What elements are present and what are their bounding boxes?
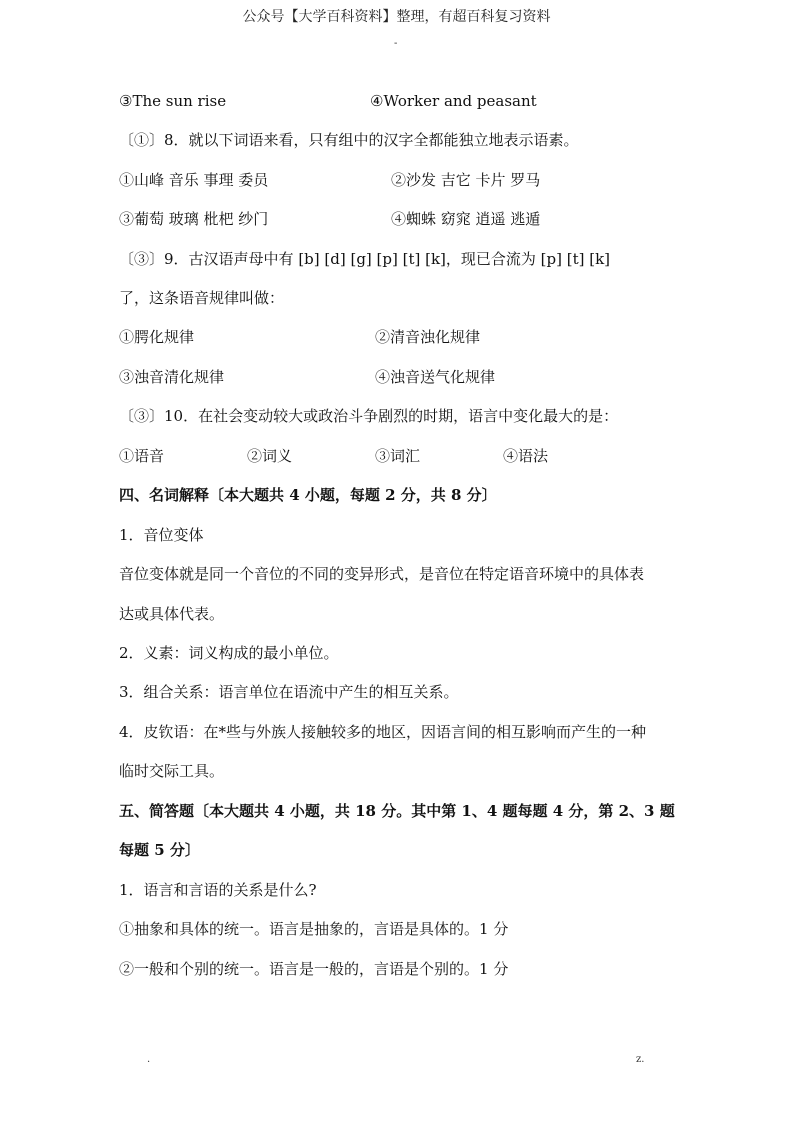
q9-option-3: ③浊音清化规律	[119, 368, 225, 386]
q8-option-3: ③葡萄 玻璃 枇杷 纱门	[119, 210, 269, 228]
q9-option-1: ①腭化规律	[119, 328, 195, 346]
section5-title-line2: 每题 5 分〕	[119, 841, 200, 859]
section4-title: 四、名词解释〔本大题共 4 小题，每题 2 分，共 8 分〕	[119, 486, 497, 504]
q9-stem-line2: 了，这条语音规律叫做：	[119, 289, 285, 307]
header-dash: -	[394, 38, 398, 49]
term1-title: 1．音位变体	[119, 526, 204, 544]
term3: 3．组合关系：语言单位在语流中产生的相互关系。	[119, 683, 459, 701]
section5-title-line1: 五、简答题〔本大题共 4 小题，共 18 分。其中第 1、4 题每题 4 分，第 2、3 题	[119, 802, 675, 820]
footer-left-dot: .	[147, 1054, 151, 1065]
q10-option-3: ③词汇	[375, 447, 421, 465]
term1-def-line1: 音位变体就是同一个音位的不同的变异形式，是音位在特定语音环境中的具体表	[119, 565, 645, 583]
q9-stem-line1: 〔③〕9．古汉语声母中有 [b] [d] [g] [p] [t] [k]，现已合流为 [p] [t] [k]	[119, 250, 611, 268]
q10-option-1: ①语音	[119, 447, 165, 465]
q9-option-2: ②清音浊化规律	[375, 328, 481, 346]
term2: 2．义素：词义构成的最小单位。	[119, 644, 339, 662]
page-header: 公众号【大学百科资料】整理，有超百科复习资料	[242, 9, 551, 25]
q8-option-2: ②沙发 吉它 卡片 罗马	[391, 171, 541, 189]
q10-option-4: ④语法	[503, 447, 549, 465]
section5-q1: 1．语言和言语的关系是什么?	[119, 881, 317, 899]
q9-option-4: ④浊音送气化规律	[375, 368, 496, 386]
q8-stem: 〔①〕8．就以下词语来看，只有组中的汉字全都能独立地表示语素。	[119, 131, 579, 149]
q8-option-1: ①山峰 音乐 事理 委员	[119, 171, 269, 189]
term4-line2: 临时交际工具。	[119, 762, 225, 780]
term1-def-line2: 达或具体代表。	[119, 605, 225, 623]
section5-a1: ①抽象和具体的统一。语言是抽象的，言语是具体的。1 分	[119, 920, 509, 938]
q8-option-4: ④蜘蛛 窈窕 逍遥 逃遁	[391, 210, 541, 228]
q7-option-4: ④Worker and peasant	[370, 92, 537, 110]
section5-a2: ②一般和个别的统一。语言是一般的，言语是个别的。1 分	[119, 960, 509, 978]
q10-option-2: ②词义	[247, 447, 293, 465]
footer-right-mark: z.	[636, 1054, 645, 1065]
term4-line1: 4．皮钦语：在*些与外族人接触较多的地区，因语言间的相互影响而产生的一种	[119, 723, 647, 741]
q7-option-3: ③The sun rise	[119, 92, 227, 110]
q10-stem: 〔③〕10．在社会变动较大或政治斗争剧烈的时期，语言中变化最大的是：	[119, 407, 619, 425]
